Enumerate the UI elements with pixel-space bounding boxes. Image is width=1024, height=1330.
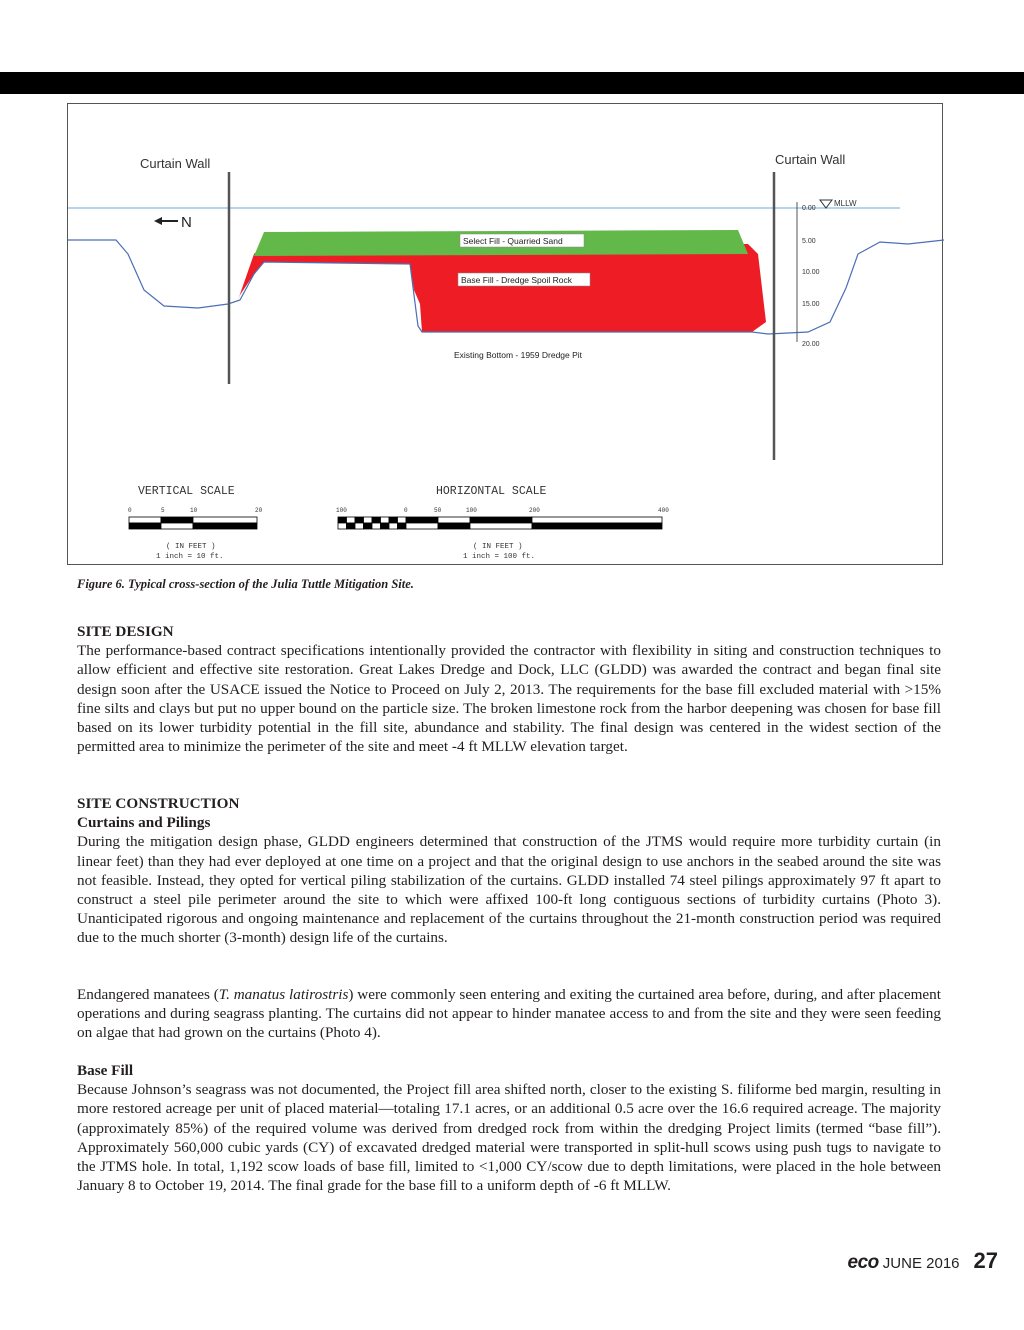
base-fill-area — [238, 244, 766, 332]
header-bar — [0, 72, 1024, 94]
subsection-heading: Curtains and Pilings — [77, 814, 211, 832]
manatee-paragraph-block — [77, 985, 941, 1043]
scale-tick: 400 — [658, 507, 669, 514]
select-fill-label: Select Fill - Quarried Sand — [463, 236, 563, 246]
site-construction-section — [77, 794, 941, 948]
scale-tick: 100 — [466, 507, 477, 514]
depth-tick: 0.00 — [802, 205, 816, 212]
scale-tick: 0 — [404, 507, 408, 514]
figure-caption: Figure 6. Typical cross-section of the Julia Tuttle Mitigation Site. — [77, 577, 414, 591]
paragraph: The performance-based contract specifications intentionally provided the contractor with flexibility in siting and construction techniques to allow efficient and effective site restoration. Great Lakes Dredge and Dock, LLC (GLDD) was awarded the contract and began final site design soon after the USACE issued the Notice to Proceed on July 2, 2013. The requirements for the base fill excluded material with >15% fine silts and clays but put no upper bound on the particle size. The broken limestone rock from the harbor deepening was chosen for base fill based on its lower turbidity potential in the fill site, abundance and stability. The final design was centered in the widest section of the permitted area to minimize the perimeter of the site and meet -4 ft MLLW elevation target. — [77, 642, 941, 756]
base-fill-label: Base Fill - Dredge Spoil Rock — [461, 275, 573, 285]
issue-date: JUNE 2016 — [882, 1255, 960, 1272]
subsection-heading: Base Fill — [77, 1062, 134, 1079]
paragraph: During the mitigation design phase, GLDD engineers determined that construction of the JTMS would require more turbidity curtain (in linear feet) than they had ever deployed at one time on a project and that the original design to use anchors in the seabed around the site was not feasible. Instead, they opted for vertical piling stabilization of the curtains. GLDD installed 74 steel pilings approximately 97 ft apart to construct a steel pile perimeter around the site to which were affixed 100-ft long contiguous sections of turbidity curtains (Photo 3). Unanticipated rigorous and ongoing maintenance and replacement of the curtains throughout the 21-month construction period was required due to the much shorter (3-month) design life of the curtains. — [77, 833, 941, 947]
scale-tick: 200 — [529, 507, 540, 514]
curtain-wall-right-label: Curtain Wall — [775, 152, 846, 167]
vertical-scale-ticks — [128, 507, 263, 514]
manatee-text-end: ) were commonly seen entering and exiting the curtained area before, during, and after placement operations and during seagrass planting. The curtains did not appear to hinder manatee access to and from the site and they were seen feeding on algae that had grown on the curtains (Photo 4). — [77, 986, 941, 1042]
manatee-text-start: Endangered manatees ( — [77, 986, 219, 1003]
base-fill-section — [77, 1061, 941, 1195]
existing-bottom-label: Existing Bottom - 1959 Dredge Pit — [454, 350, 583, 360]
paragraph: Because Johnson’s seagrass was not documented, the Project fill area shifted north, closer to the existing S. filiforme bed margin, resulting in more restored acreage per unit of placed material—totaling 17.1 acres, or an additional 0.5 acre over the 16.6 required acreage. The majority (approximately 85%) of the required volume was derived from dredged rock from within the dredging Project limits (termed “base fill”). Approximately 560,000 cubic yards (CY) of excavated dredged material were transported in split-hull scows using push tugs to navigate to the JTMS hole. In total, 1,192 scow loads of base fill, limited to <1,000 CY/scow due to depth limitations, were placed in the hole between January 8 to October 19, 2014. The final grade for the base fill to a uniform depth of -6 ft MLLW. — [77, 1081, 941, 1195]
horizontal-scale-ratio: 1 inch = 100 ft. — [463, 553, 536, 561]
depth-tick: 15.00 — [802, 301, 820, 308]
vertical-scale-bar — [129, 517, 257, 529]
horizontal-scale-bar — [338, 517, 662, 529]
section-heading: SITE DESIGN — [77, 623, 174, 640]
depth-ticks — [802, 205, 820, 348]
page-footer — [848, 1248, 998, 1274]
paragraph — [77, 985, 941, 1043]
species-name: T. manatus latirostris — [218, 986, 349, 1003]
depth-tick: 20.00 — [802, 341, 820, 348]
scale-tick: 50 — [434, 507, 442, 514]
scale-tick: 10 — [190, 507, 198, 514]
section-heading: SITE CONSTRUCTION — [77, 795, 240, 812]
mllw-label: MLLW — [834, 199, 857, 208]
mllw-triangle-icon — [820, 200, 832, 208]
depth-tick: 10.00 — [802, 269, 820, 276]
scale-tick: 20 — [255, 507, 263, 514]
magazine-logo: eco — [847, 1252, 879, 1273]
horizontal-scale-ticks — [336, 507, 669, 514]
scale-tick: 0 — [128, 507, 132, 514]
curtain-wall-left-label: Curtain Wall — [140, 156, 211, 171]
horizontal-scale-units: ( IN FEET ) — [473, 543, 523, 551]
page-number: 27 — [973, 1248, 998, 1273]
scale-tick: 100 — [336, 507, 347, 514]
north-arrow-head-icon — [154, 217, 162, 225]
vertical-scale-units: ( IN FEET ) — [166, 543, 216, 551]
north-label: N — [181, 214, 192, 231]
vertical-scale-ratio: 1 inch = 10 ft. — [156, 553, 224, 561]
site-design-section — [77, 622, 941, 756]
scale-tick: 5 — [161, 507, 165, 514]
cross-section-figure — [67, 103, 943, 565]
depth-tick: 5.00 — [802, 238, 816, 245]
horizontal-scale-title: HORIZONTAL SCALE — [436, 485, 547, 498]
vertical-scale-title: VERTICAL SCALE — [138, 485, 235, 498]
cross-section-diagram — [68, 104, 944, 566]
